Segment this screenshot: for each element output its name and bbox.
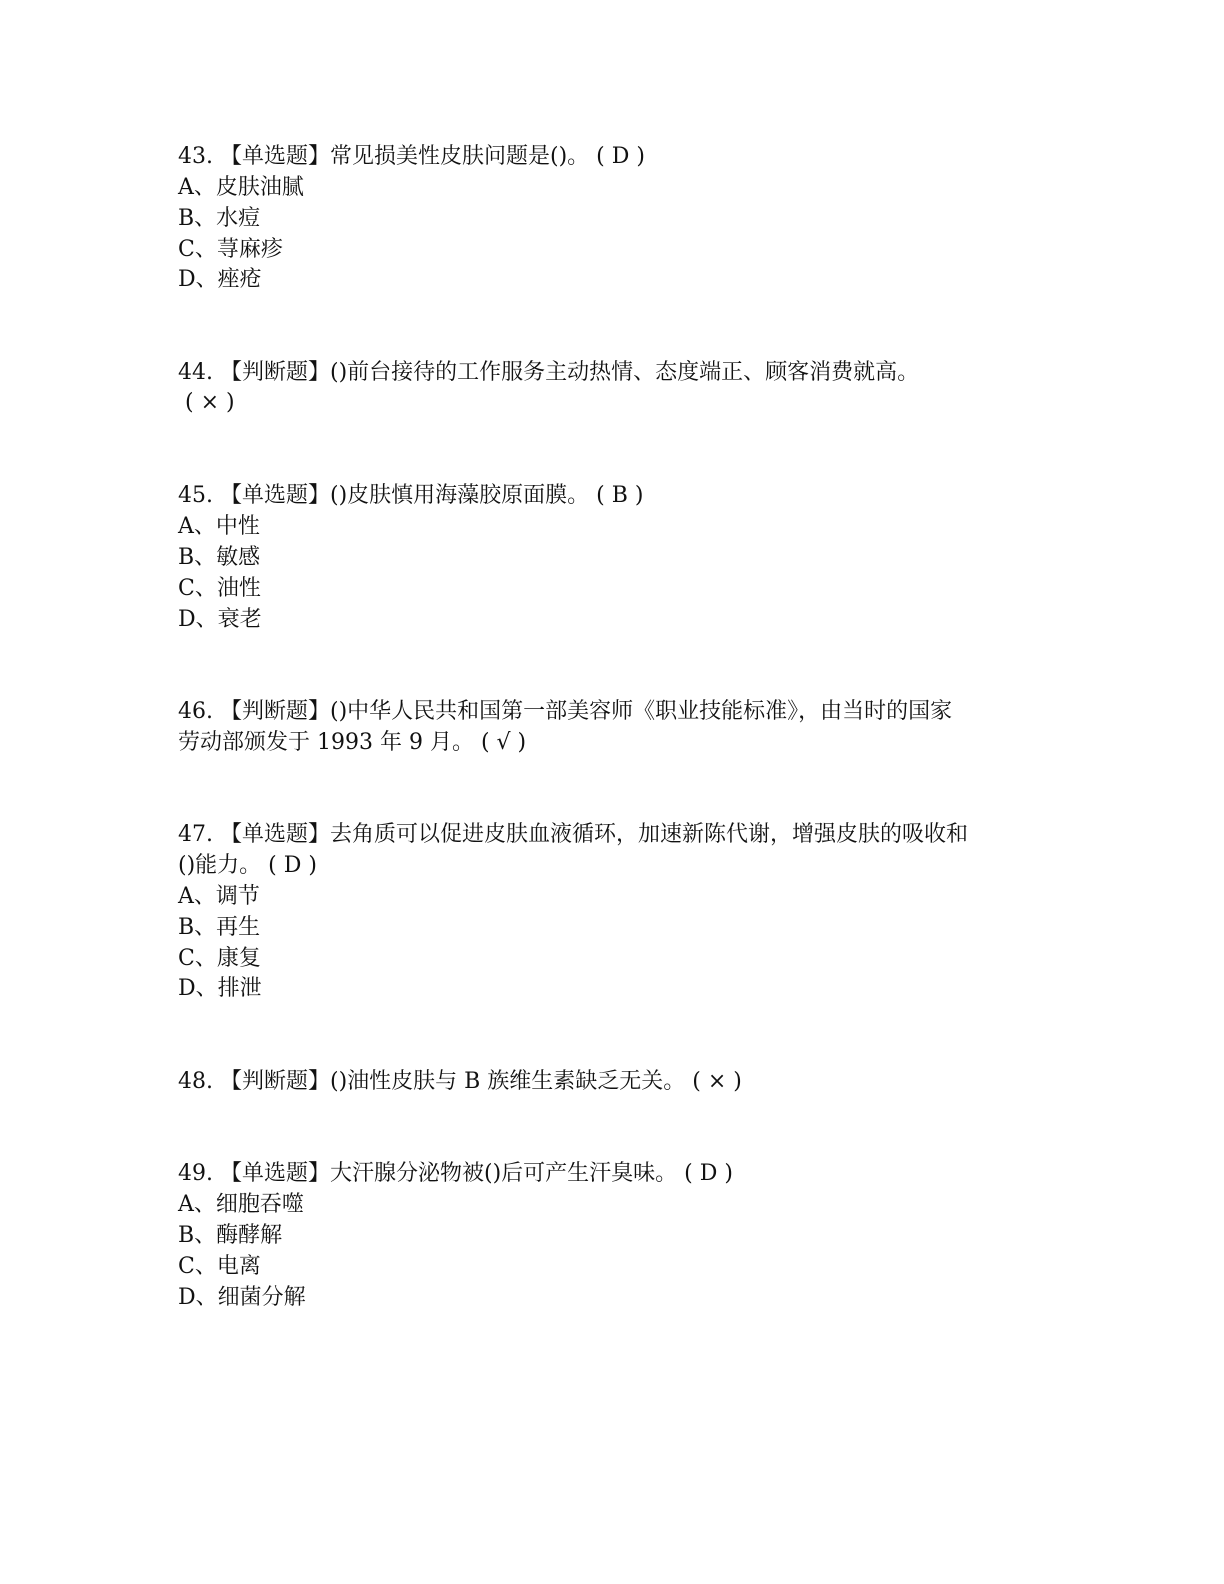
question-47-stem: 47. 【单选题】去角质可以促进皮肤血液循环，加速新陈代谢，增强皮肤的吸收和	[178, 822, 968, 847]
question-43-option-a: A、皮肤油腻	[178, 175, 304, 200]
question-43-option-b: B、水痘	[178, 206, 261, 231]
question-49-option-a: A、细胞吞噬	[178, 1192, 304, 1217]
question-43-stem: 43. 【单选题】常见损美性皮肤问题是()。 ( D )	[178, 144, 645, 169]
question-49-option-d: D、细菌分解	[178, 1285, 306, 1310]
question-45-option-a: A、中性	[178, 514, 260, 539]
question-47-option-c: C、康复	[178, 946, 261, 971]
question-47-option-b: B、再生	[178, 915, 261, 940]
question-47-option-a: A、调节	[178, 884, 260, 909]
question-49-option-c: C、电离	[178, 1254, 261, 1279]
question-46-stem-cont: 劳动部颁发于 1993 年 9 月。 ( √ )	[178, 730, 527, 755]
question-45-option-b: B、敏感	[178, 545, 261, 570]
question-49-stem: 49. 【单选题】大汗腺分泌物被()后可产生汗臭味。 ( D )	[178, 1161, 733, 1186]
question-48-stem: 48. 【判断题】()油性皮肤与 B 族维生素缺乏无关。 ( × )	[178, 1069, 742, 1094]
question-43-option-d: D、痤疮	[178, 267, 262, 292]
question-49-option-b: B、酶酵解	[178, 1223, 283, 1248]
question-45-option-c: C、油性	[178, 576, 261, 601]
question-44-answer: ( × )	[178, 390, 235, 415]
question-44-stem: 44. 【判断题】()前台接待的工作服务主动热情、态度端正、顾客消费就高。	[178, 360, 920, 385]
question-47-stem-cont: ()能力。 ( D )	[178, 853, 317, 878]
question-45-option-d: D、衰老	[178, 607, 262, 632]
question-43-option-c: C、荨麻疹	[178, 237, 283, 262]
question-47-option-d: D、排泄	[178, 976, 262, 1001]
question-45-stem: 45. 【单选题】()皮肤慎用海藻胶原面膜。 ( B )	[178, 483, 644, 508]
question-46-stem: 46. 【判断题】()中华人民共和国第一部美容师《职业技能标准》，由当时的国家	[178, 699, 953, 724]
